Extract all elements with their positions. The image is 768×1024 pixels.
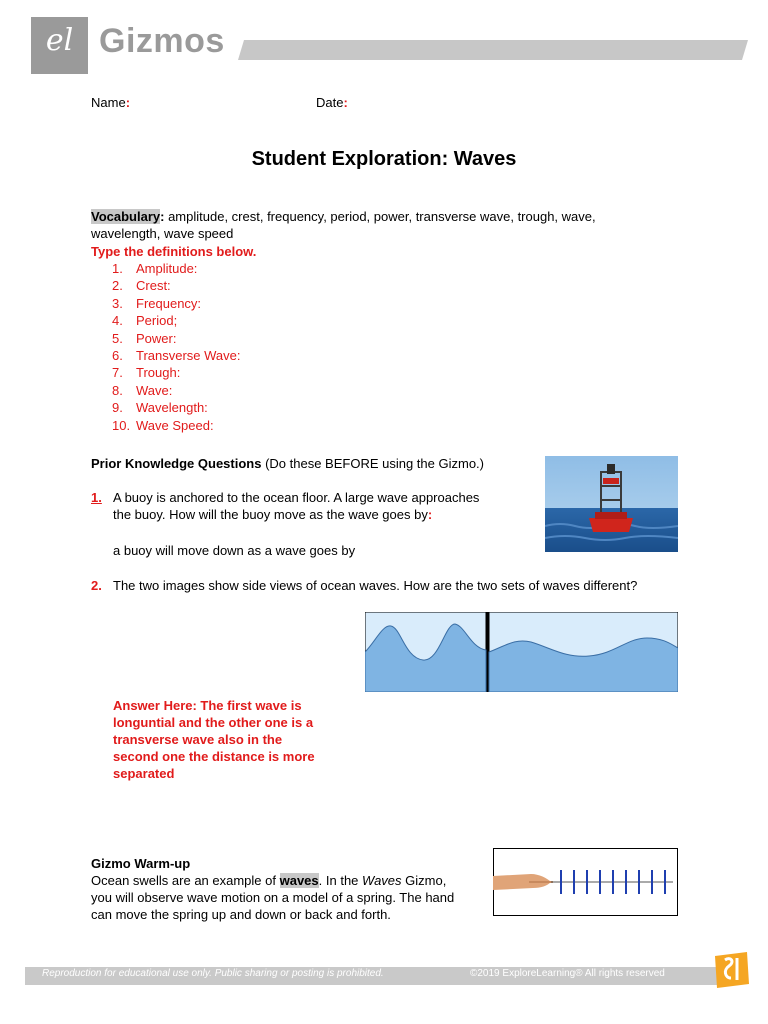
question-1-number: 1. <box>91 490 102 505</box>
footer-disclaimer: Reproduction for educational use only. Public sharing or posting is prohibited. <box>42 968 384 979</box>
question-2-number: 2. <box>91 578 102 593</box>
question-2-answer[interactable]: Answer Here: The first wave is longuntial and the other one is a transverse wave also in the second one the distance is more separated <box>113 698 315 781</box>
ocean-waves-diagram <box>365 612 678 692</box>
question-1-text: A buoy is anchored to the ocean floor. A large wave approaches the buoy. How will the buoy move as the wave goes by: <box>113 490 480 522</box>
definition-item[interactable]: 5. Power: <box>112 330 177 346</box>
spring-model-image <box>493 848 678 916</box>
warmup-text: Ocean swells are an example of waves. In the Waves Gizmo, you will observe wave motion on a model of a spring. The hand can move the spring up and down or back and forth. <box>91 873 455 922</box>
definition-item[interactable]: 2. Crest: <box>112 278 171 294</box>
question-2-text: The two images show side views of ocean waves. How are the two sets of waves different? <box>113 578 638 593</box>
vocabulary-label: Vocabulary <box>91 209 161 224</box>
date-label: Date <box>316 95 344 110</box>
prior-knowledge-heading: Prior Knowledge Questions (Do these BEFORE using the Gizmo.) <box>91 456 484 471</box>
name-label: Name <box>91 95 126 110</box>
header-bar <box>238 40 748 60</box>
definition-item[interactable]: 7. Trough: <box>112 365 181 381</box>
date-field[interactable]: Date: <box>316 95 348 110</box>
vocabulary-terms: amplitude, crest, frequency, period, power, transverse wave, trough, wave, wavelength, wave speed <box>91 209 596 241</box>
warmup-heading: Gizmo Warm-up <box>91 856 191 871</box>
definition-item[interactable]: 4. Period; <box>112 313 178 329</box>
definition-item[interactable]: 1. Amplitude: <box>112 261 198 276</box>
vocabulary-section: Vocabulary: amplitude, crest, frequency, period, power, transverse wave, trough, wave, wavelength, wave speed <box>91 209 596 241</box>
question-1-answer[interactable]: a buoy will move down as a wave goes by <box>113 543 356 558</box>
definitions-list <box>91 260 241 434</box>
definition-item[interactable]: 9. Wavelength: <box>112 400 208 416</box>
explorelearning-logo-icon <box>711 950 751 990</box>
page-title: Student Exploration: Waves <box>251 148 517 170</box>
definition-item[interactable]: 10. Wave Speed: <box>112 417 214 433</box>
definition-item[interactable]: 8. Wave: <box>112 382 173 398</box>
definition-item[interactable]: 3. Frequency: <box>112 295 202 311</box>
name-field[interactable]: Name: <box>91 95 131 110</box>
definitions-instruction: Type the definitions below. <box>91 244 257 259</box>
buoy-photo <box>545 456 678 552</box>
definition-item[interactable]: 6. Transverse Wave: <box>112 348 241 364</box>
footer-copyright: ©2019 ExploreLearning® All rights reserved <box>470 968 665 979</box>
gizmos-logo <box>31 17 88 74</box>
logo-text: el <box>45 23 74 58</box>
brand-title: Gizmos <box>99 22 225 60</box>
